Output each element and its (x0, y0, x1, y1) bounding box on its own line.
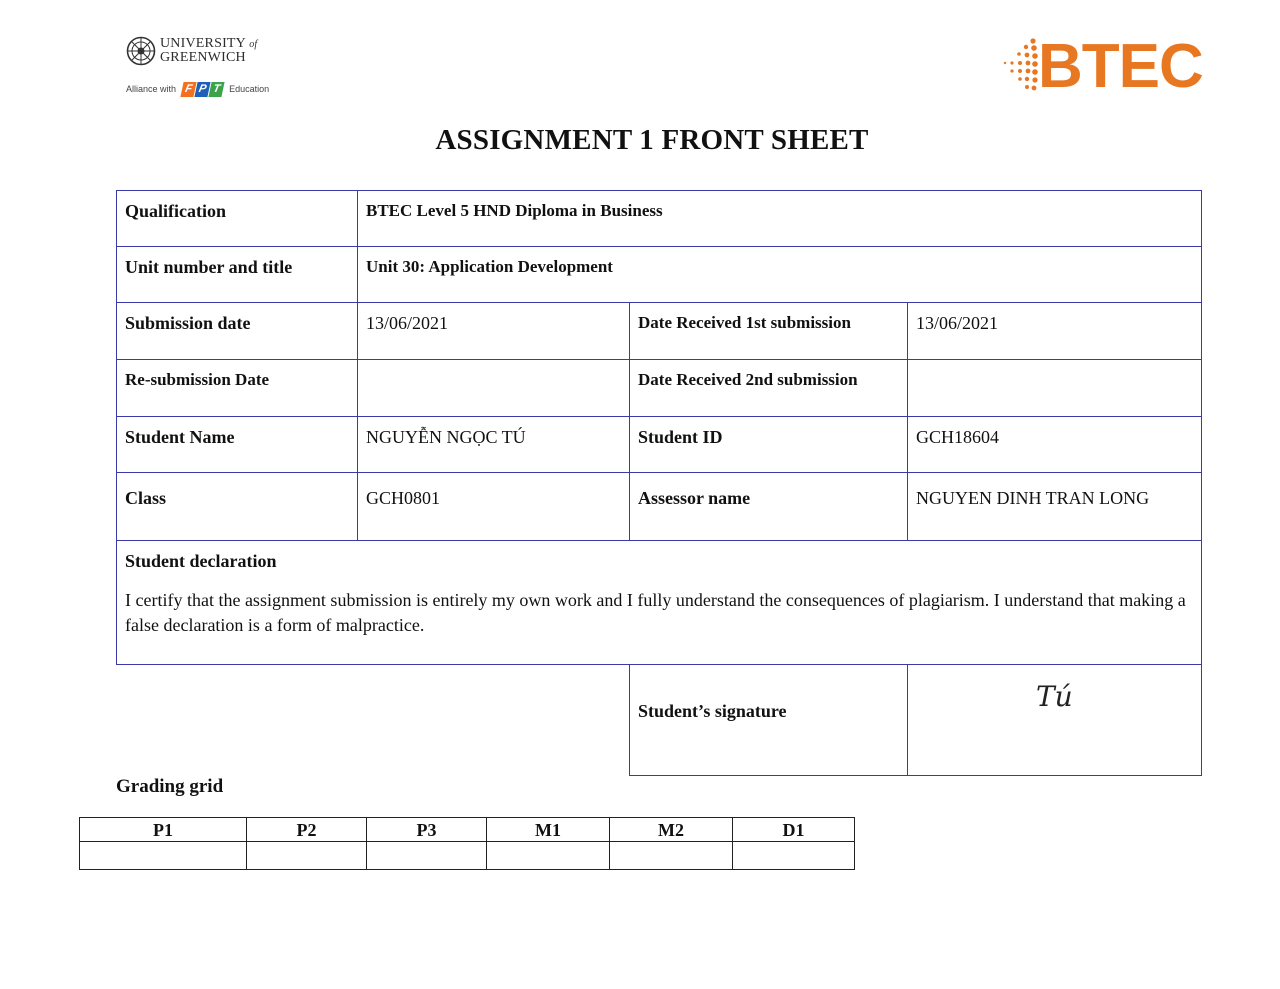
date-received-1-label: Date Received 1st submission (629, 302, 908, 360)
grade-header-p3: P3 (367, 818, 487, 842)
grading-value-row (80, 842, 855, 870)
grade-value-m1 (487, 842, 610, 870)
student-name-label: Student Name (116, 416, 358, 473)
class-label: Class (116, 472, 358, 541)
date-received-2-value (907, 359, 1202, 417)
declaration-text: I certify that the assignment submission is entirely my own work and I fully understand the consequences of plagiarism. I understand that making a false declaration is a form of malpractice. (125, 590, 1186, 635)
signature-box (907, 664, 1202, 776)
resubmission-date-label: Re-submission Date (116, 359, 358, 417)
assessor-name-value: NGUYEN DINH TRAN LONG (907, 472, 1202, 541)
grade-value-d1 (733, 842, 855, 870)
declaration-title: Student declaration (125, 551, 277, 571)
grade-value-p3 (367, 842, 487, 870)
grade-header-m2: M2 (610, 818, 733, 842)
date-received-1-value: 13/06/2021 (907, 302, 1202, 360)
qualification-value: BTEC Level 5 HND Diploma in Business (357, 190, 1202, 247)
grade-header-m1: M1 (487, 818, 610, 842)
grade-header-p1: P1 (80, 818, 247, 842)
page-title: ASSIGNMENT 1 FRONT SHEET (435, 124, 869, 156)
fpt-letter-f: F (180, 82, 196, 97)
alliance-prefix: Alliance with (126, 83, 177, 94)
student-signature: Tú (1036, 680, 1073, 713)
grade-value-p1 (80, 842, 247, 870)
fpt-letter-t: T (208, 82, 224, 97)
signature-label: Student’s signature (629, 664, 908, 776)
university-of: of (249, 39, 258, 50)
qualification-label: Qualification (116, 190, 358, 247)
student-id-value: GCH18604 (907, 416, 1202, 473)
grading-grid-label: Grading grid (116, 776, 224, 797)
alliance-suffix: Education (229, 83, 270, 94)
grade-value-m2 (610, 842, 733, 870)
submission-date-label: Submission date (116, 302, 358, 360)
fpt-letter-p: P (194, 82, 210, 97)
btec-wordmark: BTEC (1038, 32, 1203, 101)
btec-logo (1000, 32, 1203, 101)
class-value: GCH0801 (357, 472, 630, 541)
fpt-logo (182, 82, 224, 97)
student-id-label: Student ID (629, 416, 908, 473)
university-line1: UNIVERSITY (160, 36, 246, 51)
university-name (160, 37, 257, 64)
university-crest-icon (126, 36, 156, 66)
unit-label: Unit number and title (116, 246, 358, 303)
student-name-value: NGUYỄN NGỌC TÚ (357, 416, 630, 473)
resubmission-date-value (357, 359, 630, 417)
student-declaration (116, 540, 1202, 665)
grading-grid (79, 817, 855, 870)
submission-date-value: 13/06/2021 (357, 302, 630, 360)
unit-value: Unit 30: Application Development (357, 246, 1202, 303)
university-line2: GREENWICH (160, 50, 246, 65)
date-received-2-label: Date Received 2nd submission (629, 359, 908, 417)
alliance-line (126, 82, 269, 97)
grade-header-d1: D1 (733, 818, 855, 842)
grading-header-row (80, 818, 855, 842)
assessor-name-label: Assessor name (629, 472, 908, 541)
university-of-greenwich-logo (126, 36, 270, 106)
btec-dots-icon (1000, 38, 1040, 98)
grade-header-p2: P2 (247, 818, 367, 842)
grade-value-p2 (247, 842, 367, 870)
